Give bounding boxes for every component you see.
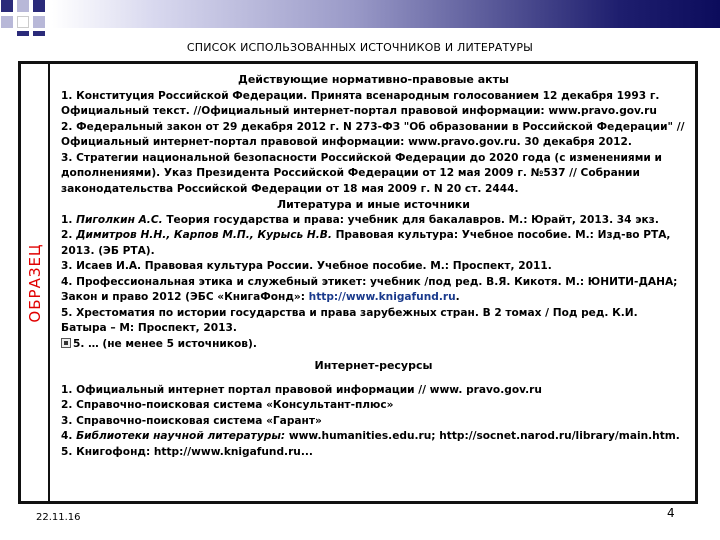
section-heading-literature: Литература и иные источники (277, 198, 470, 211)
normative-item: 1. Конституция Российской Федерации. Принята всенародным голосованием 12 декабря 1993 г. Официальный текст. //Официальный интернет-портал правовой информации: www.pravo.gov.ru (61, 89, 660, 117)
checkbox-bullet-icon (61, 338, 71, 348)
knigafund-link[interactable]: http://www.knigafund.ru (308, 291, 456, 303)
internet-item: 2. Справочно-поисковая система «Консультант-плюс» (61, 399, 394, 411)
deco-square (33, 0, 45, 12)
literature-item: 4. Профессиональная этика и служебный этикет: учебник /под ред. В.Я. Кикотя. М.: ЮНИТИ-ДАНА; Закон и право 2012 (ЭБС «КнигаФонд»: http://www.knigafund.ru. (61, 275, 678, 303)
slide-title: СПИСОК ИСПОЛЬЗОВАННЫХ ИСТОЧНИКОВ И ЛИТЕРАТУРЫ (186, 41, 534, 54)
internet-item: 4. Библиотеки научной литературы: www.humanities.edu.ru; http://socnet.narod.ru/library/main.htm. (61, 430, 680, 442)
deco-square (17, 16, 29, 28)
deco-square (33, 31, 45, 36)
literature-item: 5. Хрестоматия по истории государства и права зарубежных стран. В 2 томах / Под ред. К.И. Батыра – М: Проспект, 2013. (61, 306, 638, 334)
slide-date: 22.11.16 (36, 512, 81, 523)
author: Димитров Н.Н., Карпов М.П., Курысь Н.В. (76, 229, 332, 241)
internet-item: 3. Справочно-поисковая система «Гарант» (61, 414, 322, 427)
section-heading-normative: Действующие нормативно-правовые акты (238, 73, 509, 86)
watermark-label: ОБРАЗЕЦ (25, 242, 44, 323)
normative-item: 3. Стратегии национальной безопасности Российской Федерации до 2020 года (с изменениями и дополнениями). Указ Президента Российской Федерации от 12 мая 2009 г. №537 // Собрании законодательства Российской Федерации от 18 мая 2009 г. N 20 ст. 2444. (61, 151, 662, 195)
header-decoration (0, 0, 720, 36)
watermark-column (21, 64, 50, 501)
literature-item: 3. Исаев И.А. Правовая культура России. Учебное пособие. М.: Проспект, 2011. (61, 260, 552, 272)
section-heading-internet: Интернет-ресурсы (314, 359, 433, 372)
deco-square (33, 16, 45, 28)
deco-square (1, 16, 13, 28)
page-number: 4 (667, 506, 675, 520)
author: Пиголкин А.С. (76, 213, 163, 226)
internet-item: 1. Официальный интернет портал правовой информации // www. pravo.gov.ru (61, 383, 542, 396)
normative-item: 2. Федеральный закон от 29 декабря 2012 г. N 273-ФЗ "Об образовании в Российской Федерации" //Официальный интернет-портал правовой информации: www.pravo.gov.ru. 30 декабря 2012. (61, 120, 685, 148)
internet-item: 5. Книгофонд: http://www.knigafund.ru... (61, 445, 313, 458)
deco-square (17, 0, 29, 12)
literature-item: 5. … (не менее 5 источников). (61, 337, 686, 353)
deco-square (1, 0, 13, 12)
literature-item: 2. Димитров Н.Н., Карпов М.П., Курысь Н.В. Правовая культура: Учебное пособие. М.: Изд-во РТА, 2013. (ЭБ РТА). (61, 229, 671, 257)
bibliography-content (61, 72, 686, 460)
literature-item: 1. Пиголкин А.С. Теория государства и права: учебник для бакалавров. М.: Юрайт, 2013. 34 экз. (61, 213, 659, 226)
deco-square (17, 31, 29, 36)
header-gradient-bar (52, 0, 720, 28)
resource-label: Библиотеки научной литературы: (76, 430, 286, 442)
bibliography-frame (18, 61, 698, 504)
